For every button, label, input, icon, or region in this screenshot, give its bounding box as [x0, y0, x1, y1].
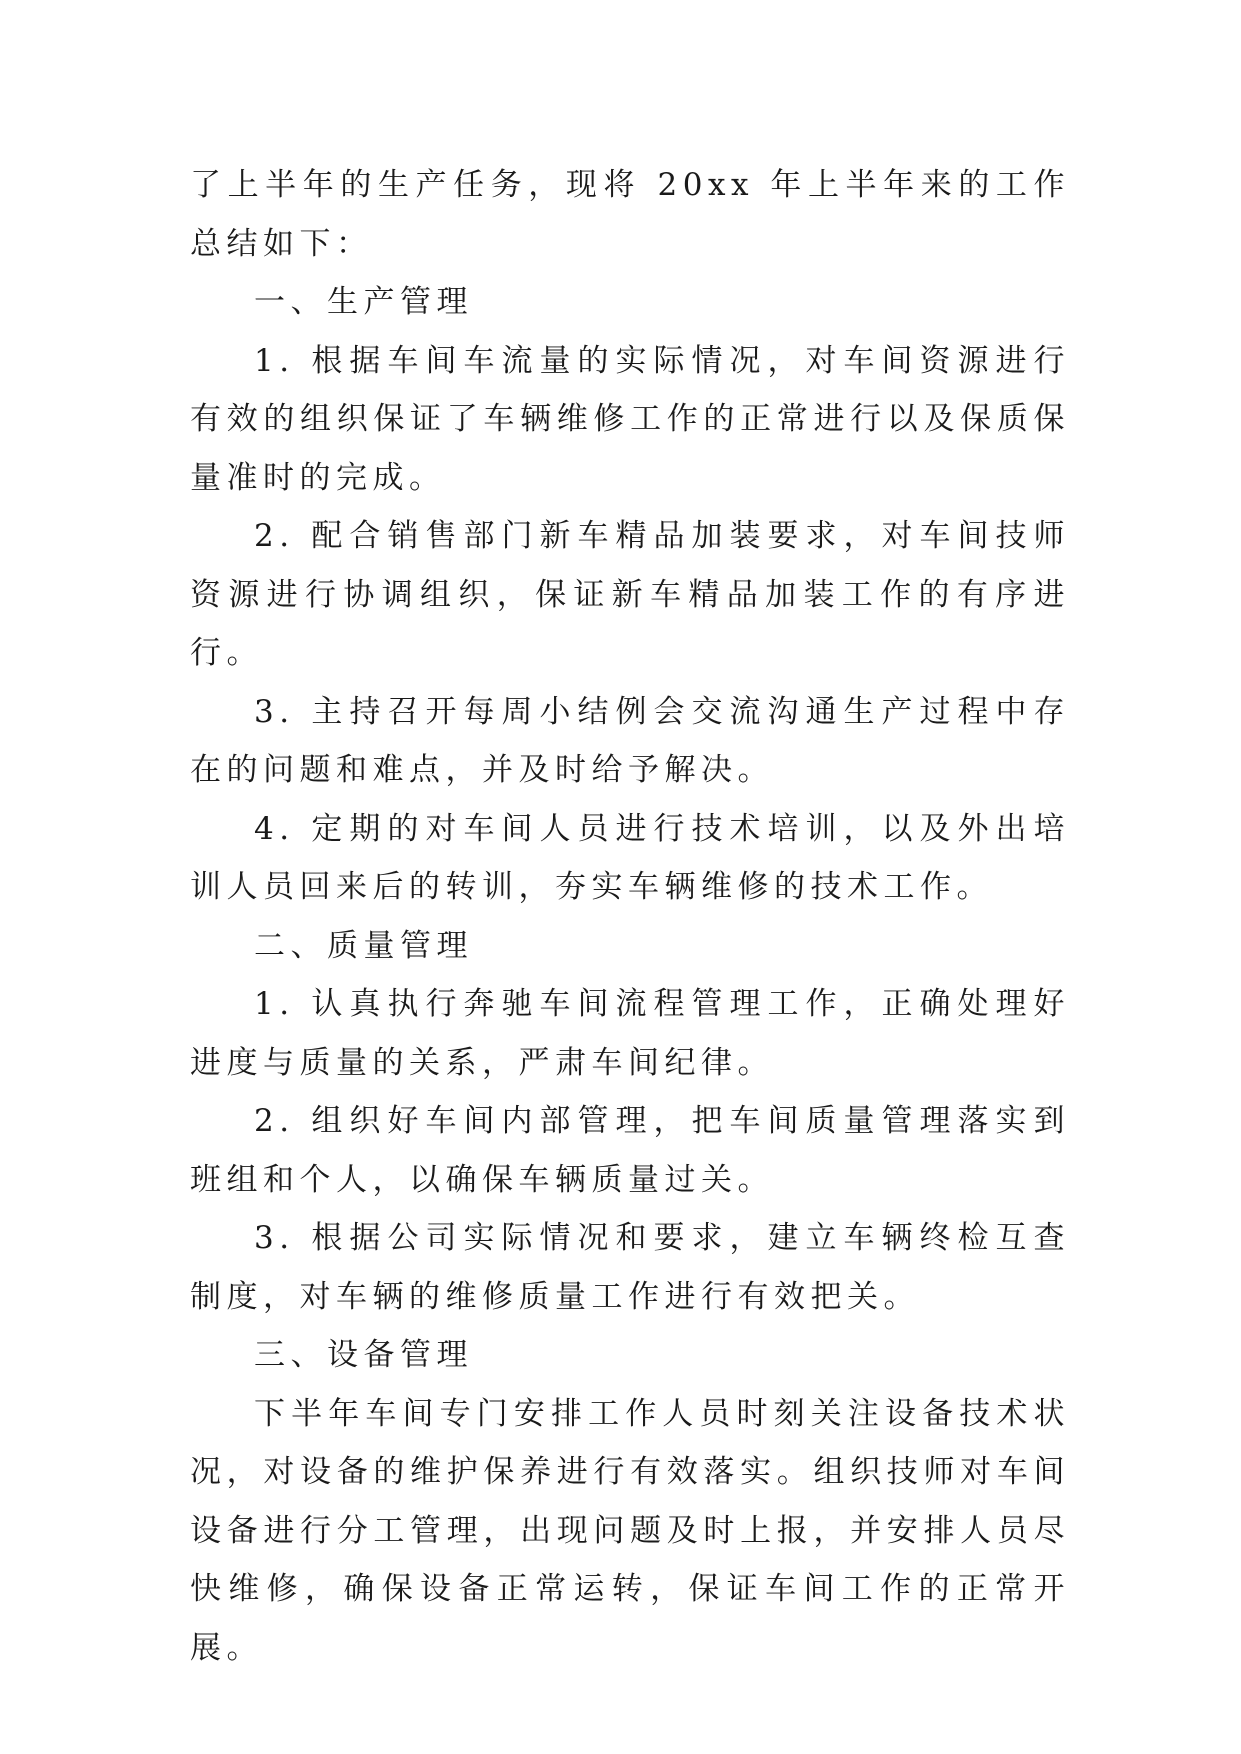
paragraph-production-2: 2. 配合销售部门新车精品加装要求，对车间技师资源进行协调组织，保证新车精品加装工作的有序进行。	[190, 518, 1070, 671]
paragraph-production-1: 1. 根据车间车流量的实际情况，对车间资源进行有效的组织保证了车辆维修工作的正常进行以及保质保量准时的完成。	[190, 342, 1070, 496]
paragraph-production-4: 4. 定期的对车间人员进行技术培训，以及外出培训人员回来后的转训，夯实车辆维修的技术工作。	[190, 810, 1070, 905]
section-heading-production: 一、生产管理	[254, 284, 473, 320]
paragraph-production-3: 3. 主持召开每周小结例会交流沟通生产过程中存在的问题和难点，并及时给予解决。	[190, 693, 1070, 788]
paragraph-quality-1: 1. 认真执行奔驰车间流程管理工作，正确处理好进度与质量的关系，严肃车间纪律。	[190, 986, 1070, 1081]
section-heading-equipment: 三、设备管理	[254, 1337, 473, 1373]
paragraph-equipment: 下半年车间专门安排工作人员时刻关注设备技术状况，对设备的维护保养进行有效落实。组织技师对车间设备进行分工管理，出现问题及时上报，并安排人员尽快维修，确保设备正常运转，保证车间工作的正常开展。	[190, 1395, 1070, 1666]
document-body	[190, 156, 1070, 1677]
paragraph-intro-continuation: 了上半年的生产任务，现将 20xx 年上半年来的工作总结如下：	[190, 167, 1070, 262]
paragraph-quality-2: 2. 组织好车间内部管理，把车间质量管理落实到班组和个人，以确保车辆质量过关。	[190, 1103, 1070, 1198]
paragraph-quality-3: 3. 根据公司实际情况和要求，建立车辆终检互查制度，对车辆的维修质量工作进行有效把关。	[190, 1220, 1070, 1315]
section-heading-quality: 二、质量管理	[254, 927, 473, 964]
